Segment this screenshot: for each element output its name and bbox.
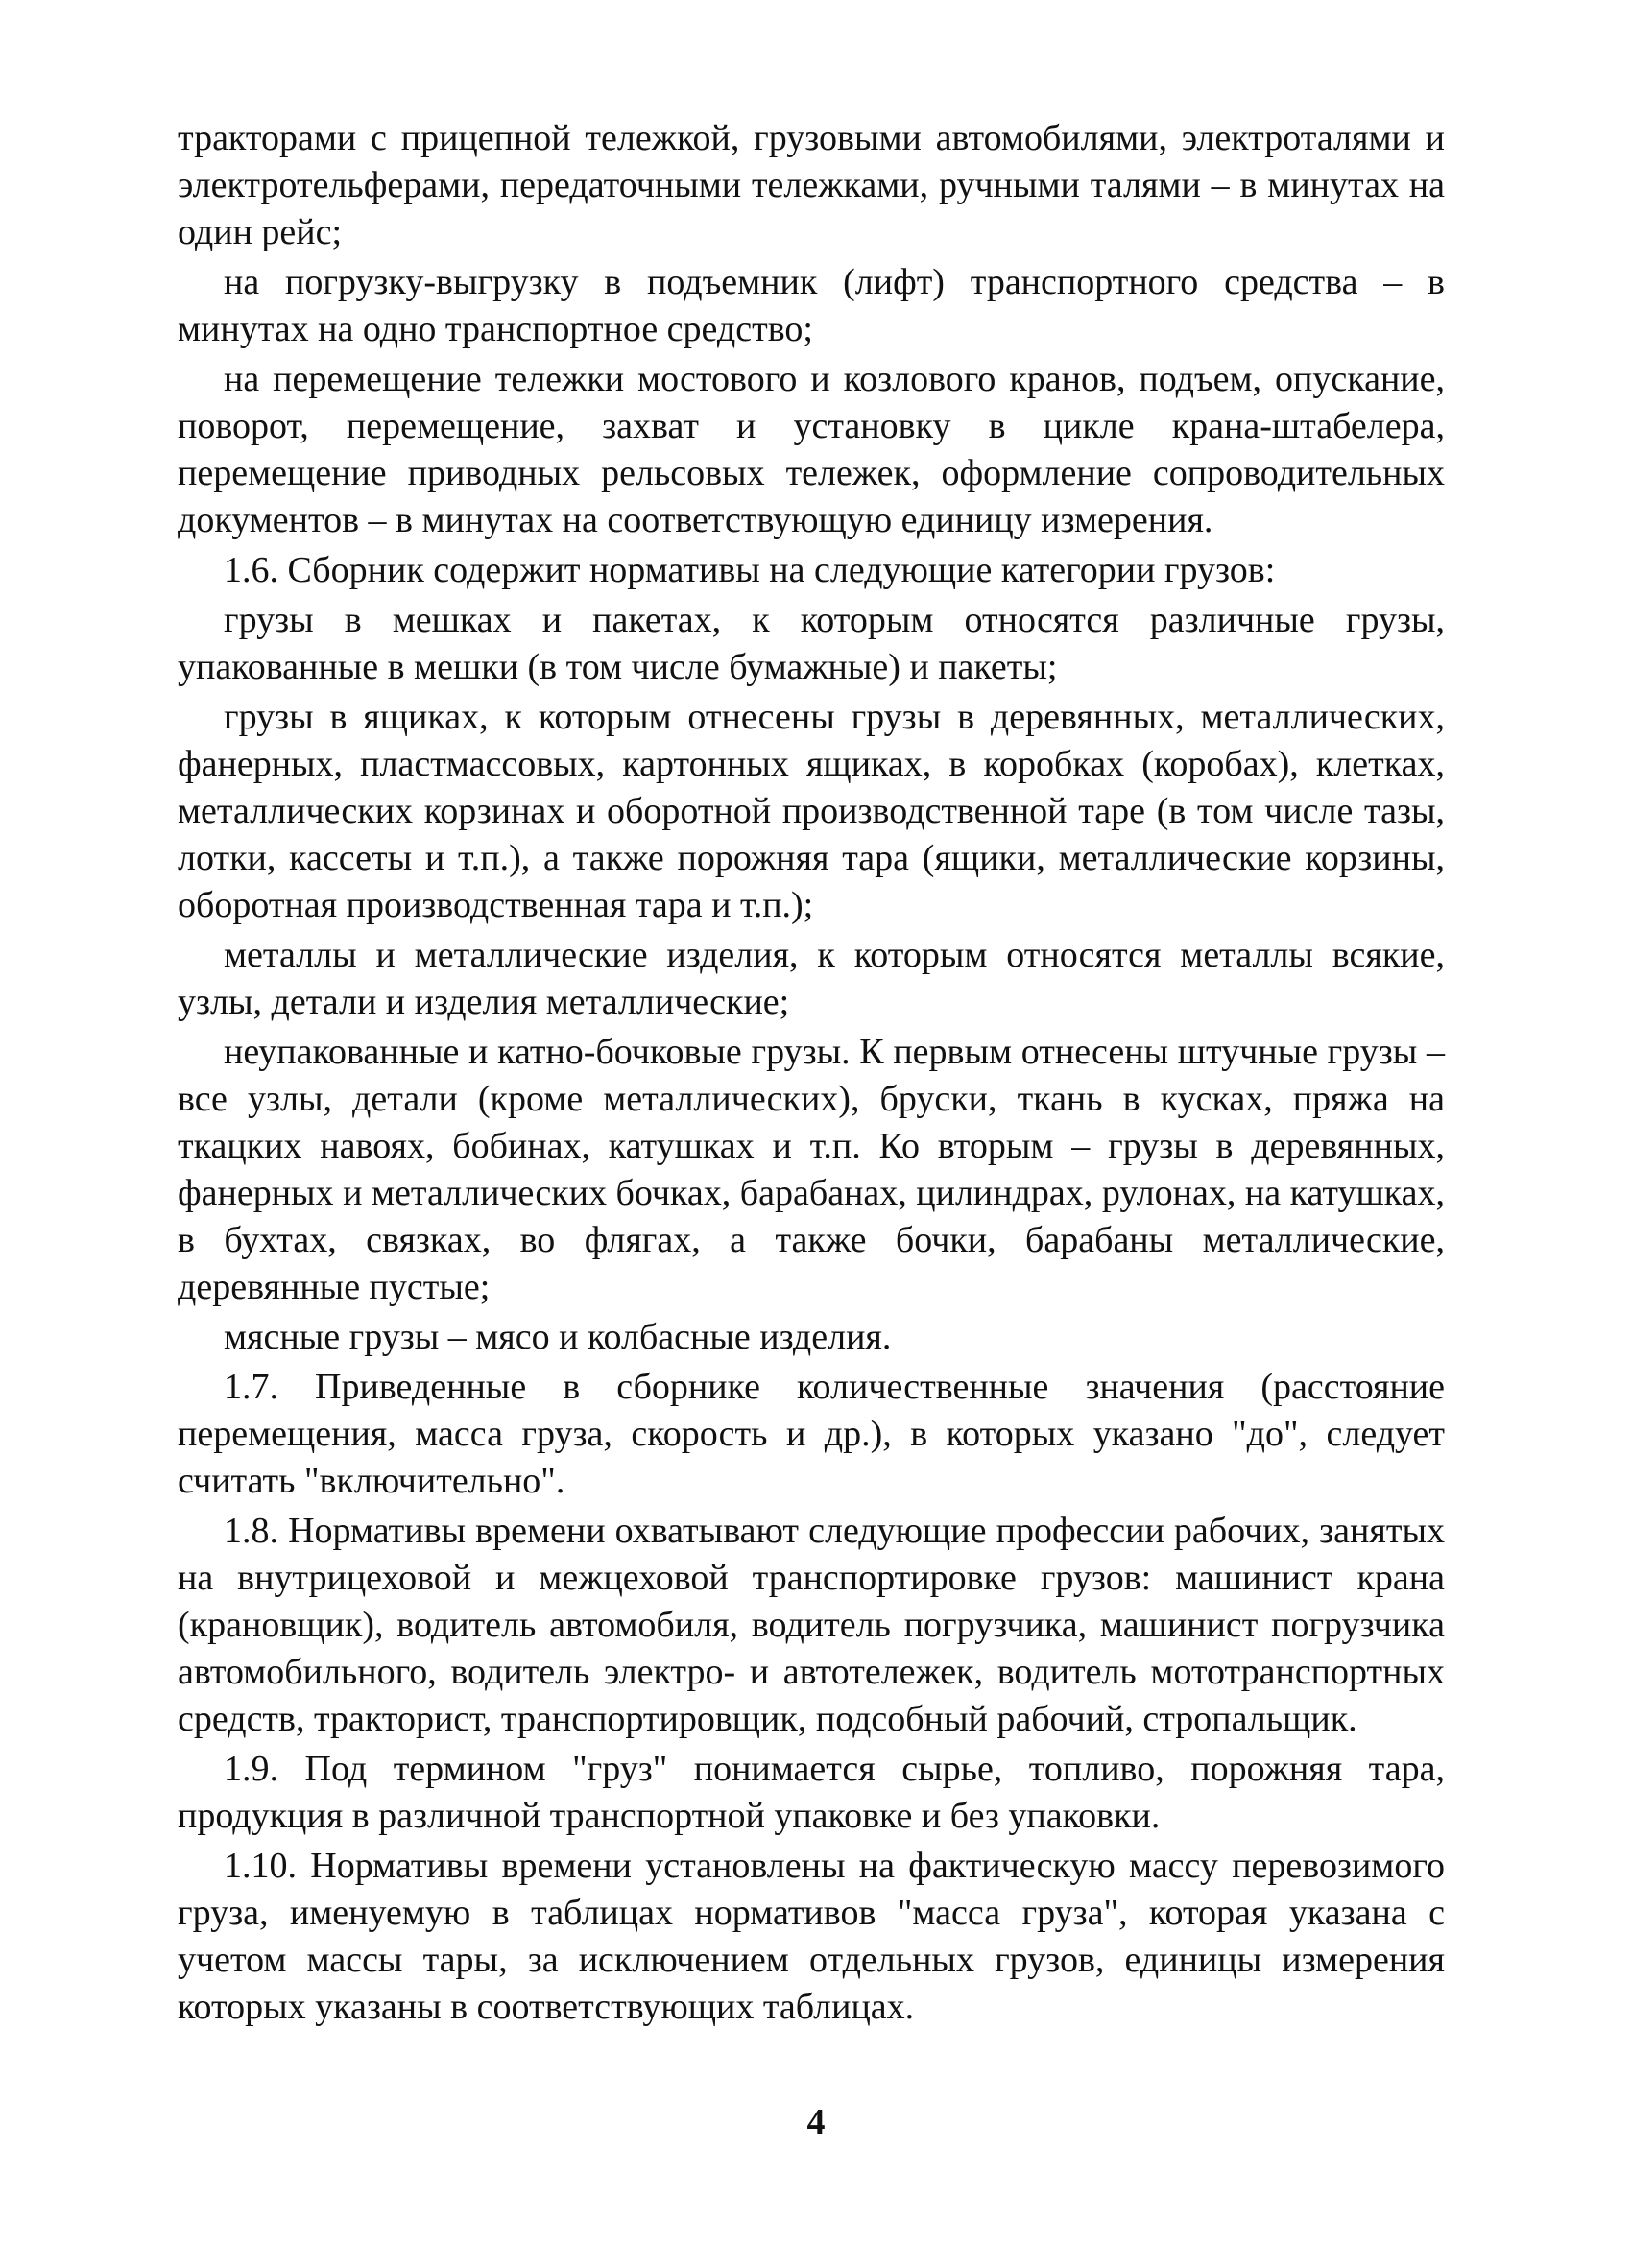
paragraph-boxed-cargo: грузы в ящиках, к которым отнесены грузы в деревянных, металлических, фанерных, пластмассовых, картонных ящиках, в коробках (коробах), клетках, металлических корзинах и оборотной производственной таре (в том числе тазы, лотки, кассеты и т.п.), а также порожняя тара (ящики, металлические корзины, оборотная производственная тара и т.п.); (178, 697, 1445, 925)
document-body (178, 115, 1445, 2031)
paragraph-transport-units: тракторами с прицепной тележкой, грузовыми автомобилями, электроталями и электротельферами, передаточными тележками, ручными талями – в минутах на один рейс; (178, 118, 1445, 252)
paragraph-section-1-6: 1.6. Сборник содержит нормативы на следующие категории грузов: (224, 550, 1276, 590)
paragraph-bags-and-packages: грузы в мешках и пакетах, к которым относятся различные грузы, упакованные в мешки (в том числе бумажные) и пакеты; (178, 600, 1445, 687)
paragraph-section-1-7: 1.7. Приведенные в сборнике количественные значения (расстояние перемещения, масса груза, скорость и др.), в которых указано "до", следует считать "включительно". (178, 1367, 1445, 1501)
paragraph-crane-operations: на перемещение тележки мостового и козлового кранов, подъем, опускание, поворот, перемещение, захват и установку в цикле крана-штабелера, перемещение приводных рельсовых тележек, оформление сопроводительных документов – в минутах на соответствующую единицу измерения. (178, 359, 1445, 540)
paragraph-lift-loading: на погрузку-выгрузку в подъемник (лифт) транспортного средства – в минутах на одно транспортное средство; (178, 262, 1445, 349)
paragraph-section-1-10: 1.10. Нормативы времени установлены на фактическую массу перевозимого груза, именуемую в таблицах нормативов "масса груза", которая указана с учетом массы тары, за исключением отдельных грузов, единицы измерения которых указаны в соответствующих таблицах. (178, 1846, 1445, 2027)
paragraph-unpacked-cargo: неупакованные и катно-бочковые грузы. К первым отнесены штучные грузы – все узлы, детали (кроме металлических), бруски, ткань в кусках, пряжа на ткацких навоях, бобинах, катушках и т.п. Ко вторым – грузы в деревянных, фанерных и металлических бочках, барабанах, цилиндрах, рулонах, на катушках, в бухтах, связках, во флягах, а также бочки, барабаны металлические, деревянные пустые; (178, 1032, 1445, 1307)
paragraph-meat-cargo: мясные грузы – мясо и колбасные изделия. (224, 1317, 892, 1357)
page-number: 4 (806, 2102, 826, 2142)
paragraph-section-1-9: 1.9. Под термином "груз" понимается сырье, топливо, порожняя тара, продукция в различной транспортной упаковке и без упаковки. (178, 1749, 1445, 1836)
paragraph-section-1-8: 1.8. Нормативы времени охватывают следующие профессии рабочих, занятых на внутрицеховой и межцеховой транспортировке грузов: машинист крана (крановщик), водитель автомобиля, водитель погрузчика, машинист погрузчика автомобильного, водитель электро- и автотележек, водитель мототранспортных средств, тракторист, транспортировщик, подсобный рабочий, стропальщик. (178, 1511, 1445, 1739)
paragraph-metals: металлы и металлические изделия, к которым относятся металлы всякие, узлы, детали и изделия металлические; (178, 935, 1445, 1022)
